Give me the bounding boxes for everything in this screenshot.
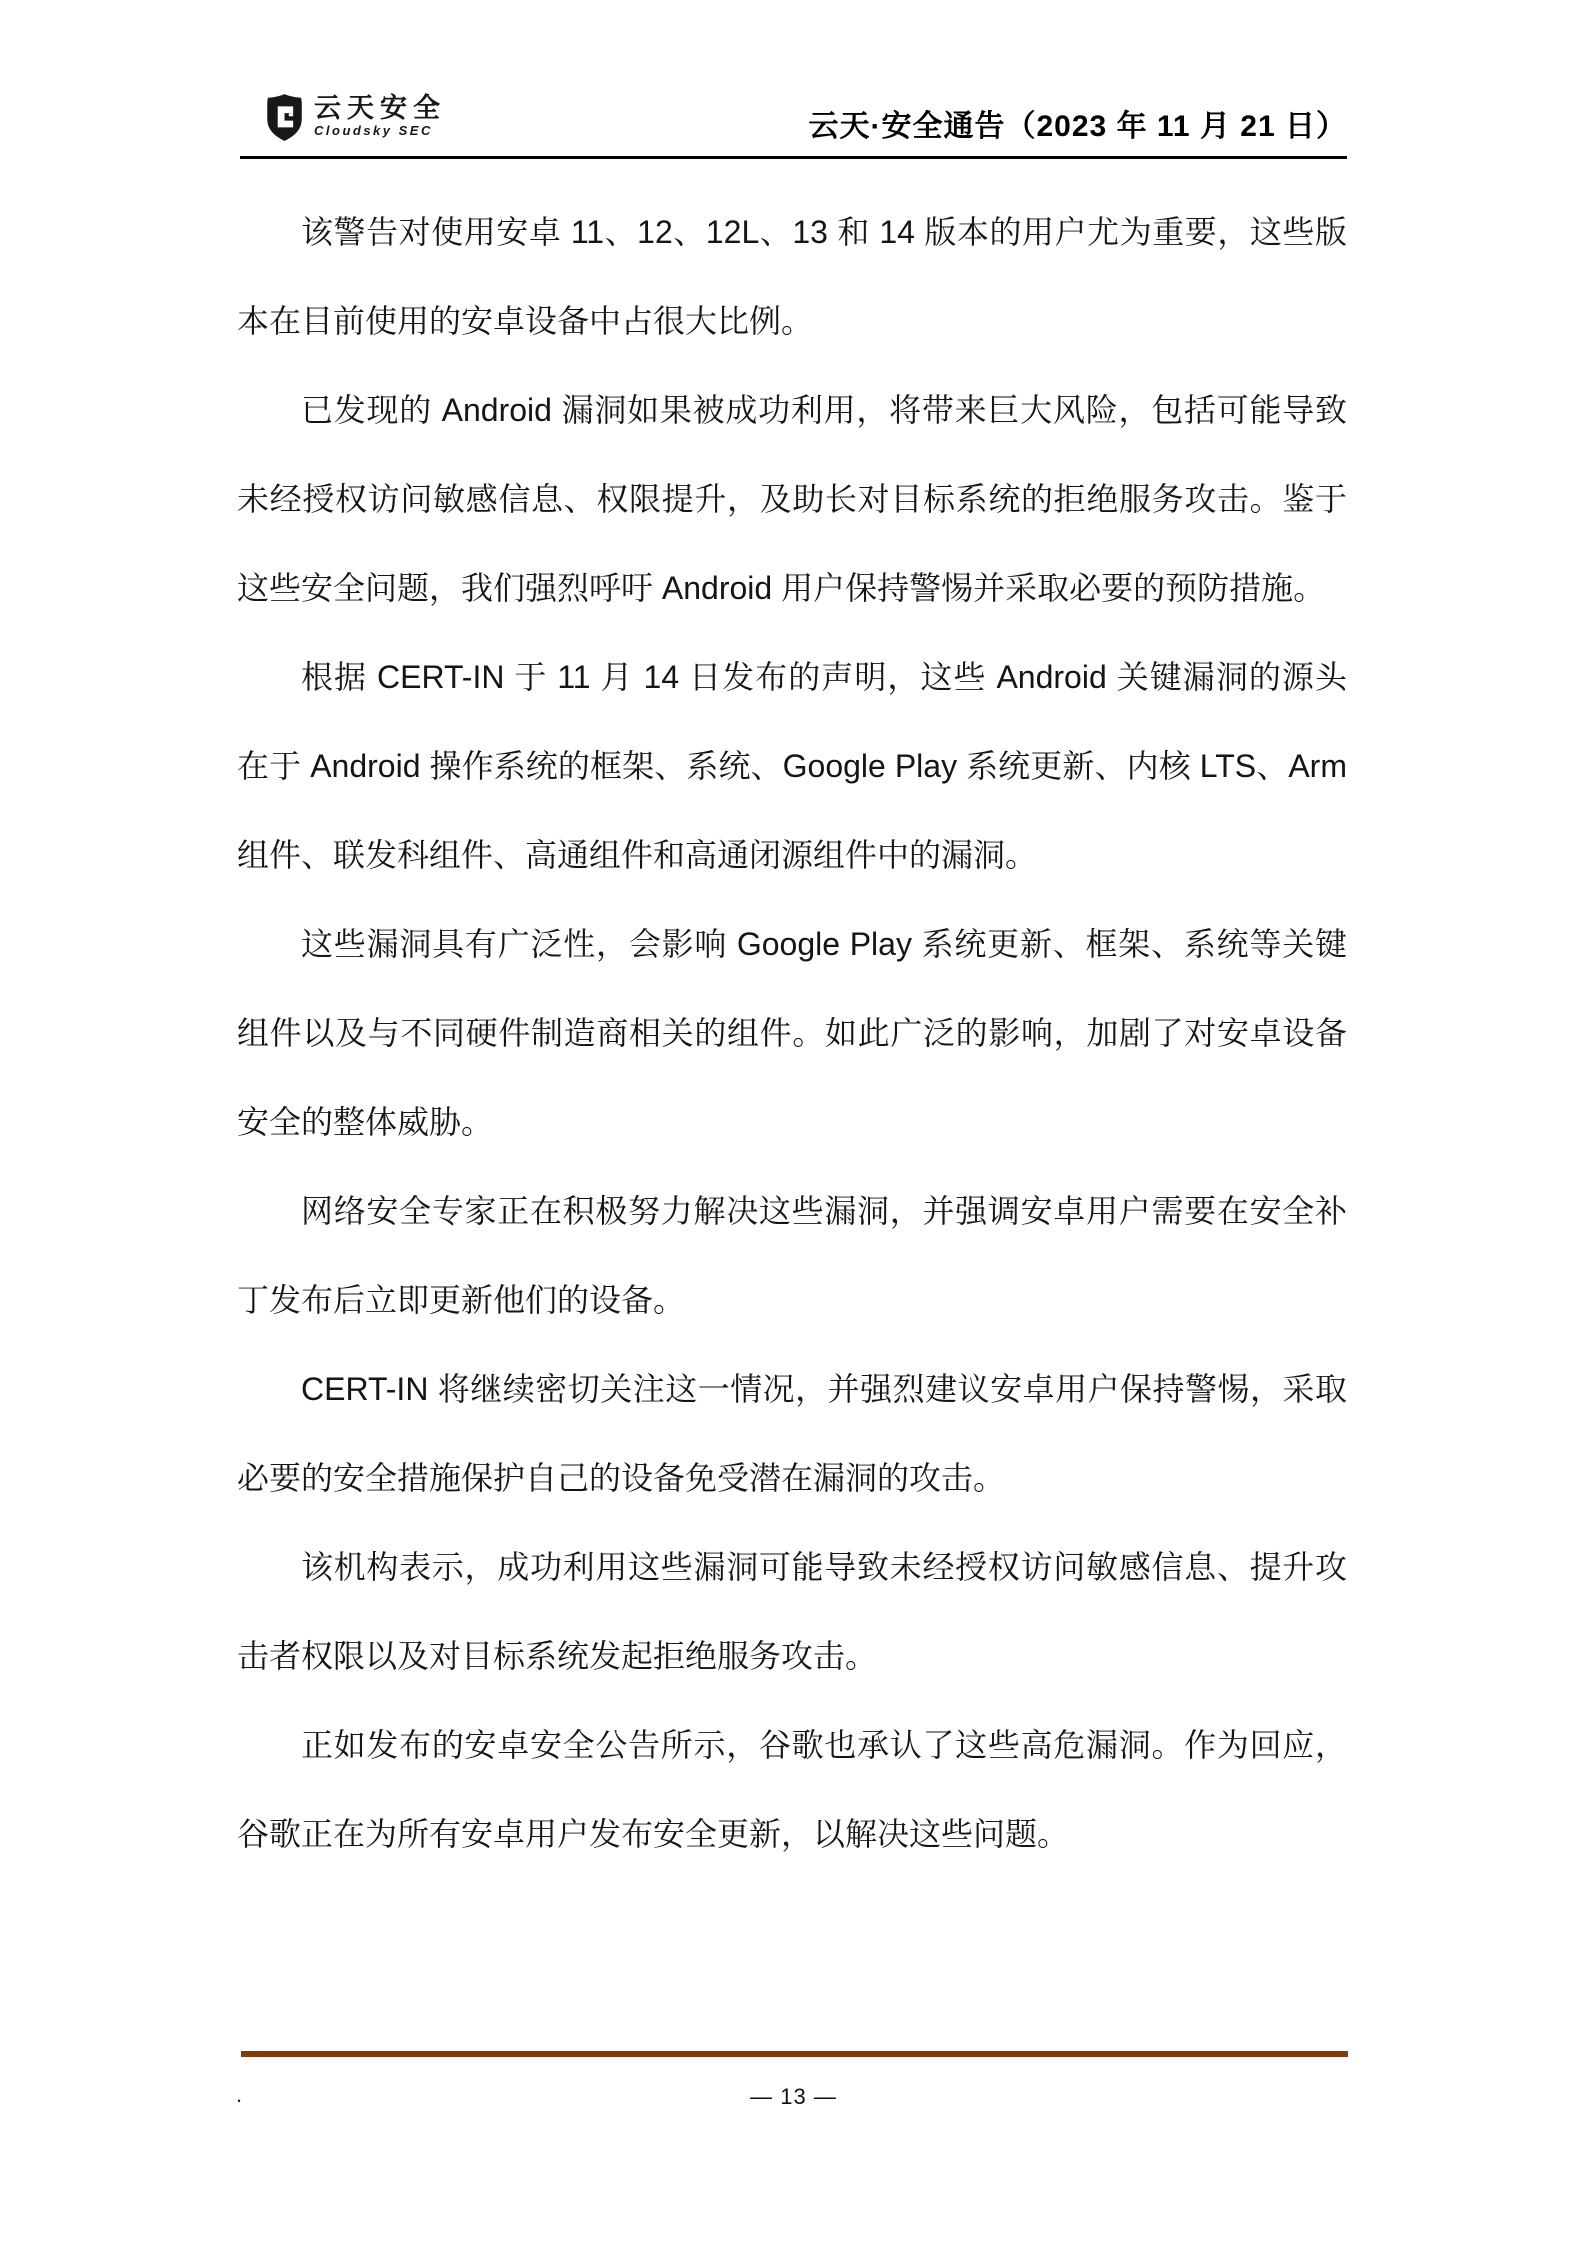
paragraph	[237, 900, 1347, 1167]
body-line: CERT-IN 将继续密切关注这一情况，并强烈建议安卓用户保持警惕，采取	[301, 1371, 1347, 1407]
shield-c-logo-icon	[266, 94, 303, 141]
body-line: 未经授权访问敏感信息、权限提升，及助长对目标系统的拒绝服务攻击。鉴于	[237, 481, 1347, 517]
footer-left-mark: .	[236, 2082, 243, 2107]
body-line: 根据 CERT-IN 于 11 月 14 日发布的声明，这些 Android 关键漏洞的源头	[301, 659, 1347, 695]
body-line: 该警告对使用安卓 11、12、12L、13 和 14 版本的用户尤为重要，这些版	[301, 214, 1347, 250]
paragraph	[237, 633, 1347, 900]
page-number: — 13 —	[750, 2084, 837, 2109]
paragraph	[237, 1167, 1347, 1345]
paragraph	[237, 1701, 1347, 1879]
logo-text	[314, 94, 446, 138]
body-line: 必要的安全措施保护自己的设备免受潜在漏洞的攻击。	[237, 1460, 1006, 1496]
paragraph	[237, 188, 1347, 366]
body-line: 这些安全问题，我们强烈呼吁 Android 用户保持警惕并采取必要的预防措施。	[237, 570, 1326, 606]
body-line: 正如发布的安卓安全公告所示，谷歌也承认了这些高危漏洞。作为回应，	[301, 1727, 1347, 1763]
header-title: 云天·安全通告（2023 年 11 月 21 日）	[808, 110, 1347, 143]
body-line: 该机构表示，成功利用这些漏洞可能导致未经授权访问敏感信息、提升攻	[301, 1549, 1347, 1585]
logo-name-en: Cloudsky SEC	[314, 123, 433, 138]
body-line: 组件以及与不同硬件制造商相关的组件。如此广泛的影响，加剧了对安卓设备	[237, 1015, 1347, 1051]
body-line: 谷歌正在为所有安卓用户发布安全更新，以解决这些问题。	[237, 1816, 1070, 1852]
paragraph	[237, 1523, 1347, 1701]
header-rule	[240, 156, 1347, 159]
body-line: 网络安全专家正在积极努力解决这些漏洞，并强调安卓用户需要在安全补	[301, 1193, 1347, 1229]
cloudsky-logo	[266, 94, 446, 141]
logo-name-cn: 云天安全	[314, 93, 446, 123]
body-line: 在于 Android 操作系统的框架、系统、Google Play 系统更新、内核 LTS、Arm	[237, 748, 1347, 784]
body-line: 组件、联发科组件、高通组件和高通闭源组件中的漏洞。	[237, 837, 1038, 873]
body-line: 安全的整体威胁。	[237, 1104, 494, 1140]
paragraph	[237, 1345, 1347, 1523]
body-line: 丁发布后立即更新他们的设备。	[237, 1282, 686, 1318]
body-line: 这些漏洞具有广泛性，会影响 Google Play 系统更新、框架、系统等关键	[301, 926, 1347, 962]
footer-rule	[241, 2051, 1348, 2057]
body-line: 已发现的 Android 漏洞如果被成功利用，将带来巨大风险，包括可能导致	[301, 392, 1347, 428]
body-line: 击者权限以及对目标系统发起拒绝服务攻击。	[237, 1638, 878, 1674]
body-line: 本在目前使用的安卓设备中占很大比例。	[237, 303, 814, 339]
document-body	[237, 188, 1347, 1879]
paragraph	[237, 366, 1347, 633]
